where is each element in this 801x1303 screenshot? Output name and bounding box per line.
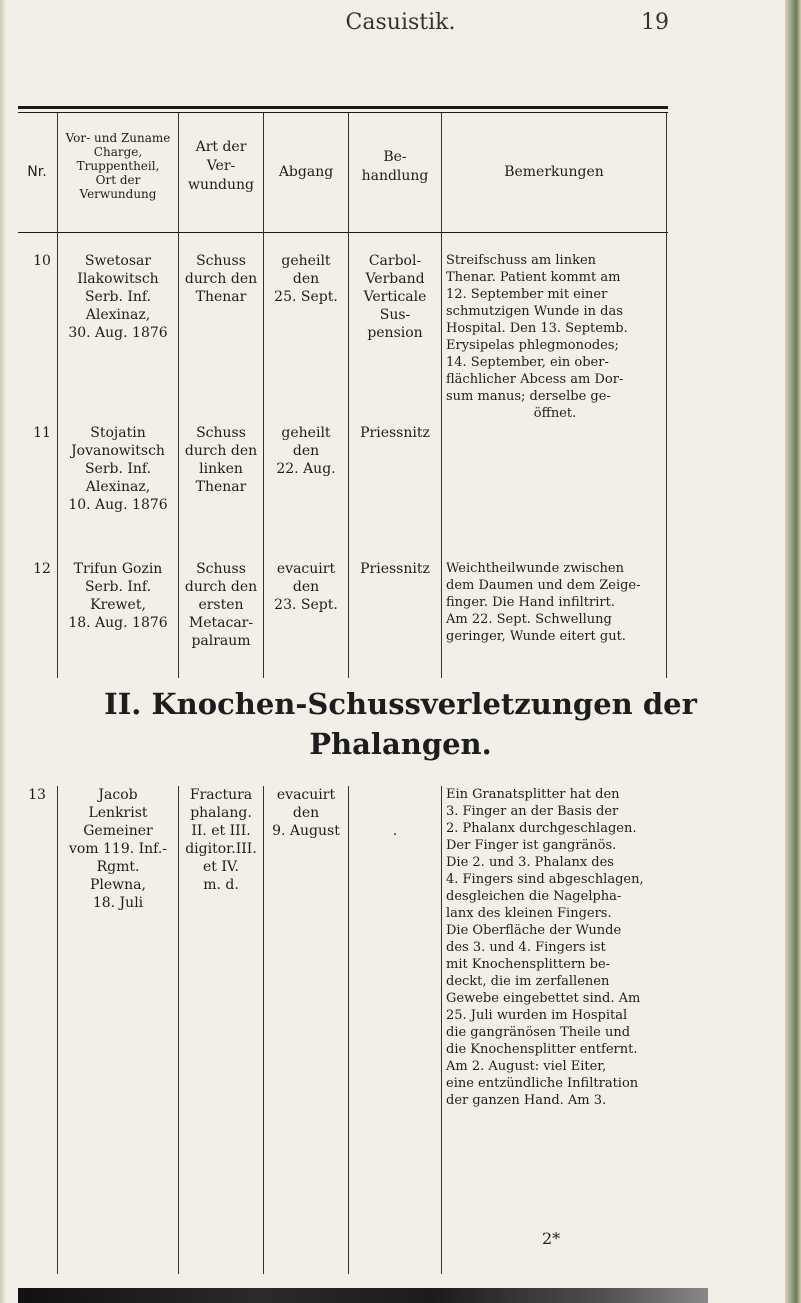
cell-line: pension xyxy=(367,325,423,341)
cell-line: et IV. xyxy=(202,859,239,875)
cell-line: deckt, die im zerfallenen xyxy=(446,974,610,989)
cell-line: Hospital. Den 13. Septemb. xyxy=(446,321,628,336)
cell-line: evacuirt xyxy=(276,787,336,803)
row-13-wound xyxy=(179,786,263,894)
row-10-person xyxy=(58,252,178,342)
cell-line: Thenar. Patient kommt am xyxy=(446,270,621,285)
cell-line: Schuss xyxy=(196,253,246,269)
scan-bottom-edge xyxy=(18,1288,708,1303)
cell-line: Serb. Inf. xyxy=(84,579,152,595)
cell-line: den xyxy=(292,579,320,595)
row-12-behandlung xyxy=(349,560,441,578)
cell-line: 23. Sept. xyxy=(274,597,338,613)
cell-line: palraum xyxy=(191,633,251,649)
cell-line: evacuirt xyxy=(276,561,336,577)
row-13-person xyxy=(58,786,178,912)
cell-line: der ganzen Hand. Am 3. xyxy=(446,1093,607,1108)
col-line-6 xyxy=(666,113,667,678)
row-10-nr: 10 xyxy=(33,253,51,269)
cell-line: 12. September mit einer xyxy=(446,287,608,302)
row-12-wound xyxy=(179,560,263,650)
row-13-nr: 13 xyxy=(28,787,46,803)
cell-line: durch den xyxy=(184,579,258,595)
running-title: Casuistik. xyxy=(345,10,456,35)
cell-line: Sus- xyxy=(379,307,411,323)
header-person-line: Vor- und Zuname xyxy=(65,131,171,145)
cell-line: geheilt xyxy=(281,253,331,269)
cell-line: Plewna, xyxy=(90,877,146,893)
row-13-remarks xyxy=(446,786,664,1109)
cell-line: Verband xyxy=(365,271,425,287)
cell-line: den xyxy=(292,271,320,287)
cell-line: 9. August xyxy=(272,823,340,839)
cell-line: eine entzündliche Infiltration xyxy=(446,1076,639,1091)
cell-line: sum manus; derselbe ge- xyxy=(446,389,611,404)
header-person-line: Charge, xyxy=(93,145,143,159)
page-left-edge xyxy=(0,0,6,1303)
cell-line: Am 22. Sept. Schwellung xyxy=(446,612,612,627)
row-12-remarks xyxy=(446,560,664,645)
col-line-4 xyxy=(348,113,349,678)
cell-line: 25. Juli wurden im Hospital xyxy=(446,1008,628,1023)
cell-line: Priessnitz xyxy=(360,425,430,441)
cell-line: flächlicher Abcess am Dor- xyxy=(446,372,624,387)
header-person-line: Truppentheil, xyxy=(76,159,160,173)
cell-line: lanx des kleinen Fingers. xyxy=(446,906,612,921)
col-line-5 xyxy=(441,113,442,678)
row-13-behandlung xyxy=(349,822,441,840)
section-heading-line-1: II. Knochen-Schussverletzungen der xyxy=(104,687,697,721)
cell-line: den xyxy=(292,443,320,459)
row-10-wound xyxy=(179,252,263,306)
cell-line: . xyxy=(392,823,398,839)
cell-line: Die Oberfläche der Wunde xyxy=(446,923,622,938)
cell-line: mit Knochensplittern be- xyxy=(446,957,611,972)
cell-line: Thenar xyxy=(195,479,247,495)
row-10-behandlung xyxy=(349,252,441,342)
cell-line: schmutzigen Wunde in das xyxy=(446,304,623,319)
row-10-abgang xyxy=(264,252,348,306)
header-person-line: Ort der Verwundung xyxy=(79,173,157,201)
cell-line: Alexinaz, xyxy=(85,307,151,323)
cell-line: Lenkrist xyxy=(88,805,148,821)
cell-line: Metacar- xyxy=(188,615,254,631)
cell-line: die gangränösen Theile und xyxy=(446,1025,631,1040)
cell-line: Serb. Inf. xyxy=(84,461,152,477)
cell-line: Rgmt. xyxy=(96,859,140,875)
cell-line: phalang. xyxy=(190,805,252,821)
cell-line: Gemeiner xyxy=(83,823,153,839)
cell-line: Krewet, xyxy=(90,597,146,613)
cell-line: II. et III. xyxy=(191,823,251,839)
cell-line: Jacob xyxy=(98,787,138,803)
cell-line: Der Finger ist gangränös. xyxy=(446,838,617,853)
top-rule-thick xyxy=(18,106,668,109)
section-heading-line-2: Phalangen. xyxy=(309,727,492,761)
cell-line: Schuss xyxy=(196,561,246,577)
cell-line: öffnet. xyxy=(533,406,577,421)
cell-line: Alexinaz, xyxy=(85,479,151,495)
row-11-abgang xyxy=(264,424,348,478)
cell-line: m. d. xyxy=(203,877,239,893)
cell-line: 3. Finger an der Basis der xyxy=(446,804,619,819)
header-bemerkungen: Bemerkungen xyxy=(504,164,604,180)
cell-line: Schuss xyxy=(196,425,246,441)
cell-line: 22. Aug. xyxy=(276,461,336,477)
cell-line: 18. Aug. 1876 xyxy=(68,615,168,631)
cell-line: Erysipelas phlegmonodes; xyxy=(446,338,619,353)
cell-line: ersten xyxy=(198,597,244,613)
header-nr: Nr. xyxy=(27,164,47,180)
cell-line: finger. Die Hand infiltrirt. xyxy=(446,595,615,610)
cell-line: Weichtheilwunde zwischen xyxy=(446,561,624,576)
page-binding-edge xyxy=(785,0,801,1303)
header-behandlung-line: handlung xyxy=(361,168,429,184)
header-wound-line: wundung xyxy=(188,177,254,193)
row-12-abgang xyxy=(264,560,348,614)
cell-line: den xyxy=(292,805,320,821)
cell-line: Serb. Inf. xyxy=(84,289,152,305)
row-12-nr: 12 xyxy=(33,561,51,577)
col-line-4b xyxy=(348,786,349,1274)
cell-line: 2. Phalanx durchgeschlagen. xyxy=(446,821,637,836)
cell-line: geheilt xyxy=(281,425,331,441)
cell-line: Swetosar xyxy=(84,253,152,269)
row-10-remarks xyxy=(446,252,664,422)
cell-line: geringer, Wunde eitert gut. xyxy=(446,629,626,644)
cell-line: vom 119. Inf.- xyxy=(68,841,168,857)
page-number: 19 xyxy=(641,10,669,35)
running-header xyxy=(0,0,801,40)
header-wound-line: Ver- xyxy=(206,158,236,174)
cell-line: Streifschuss am linken xyxy=(446,253,597,268)
cell-line: 4. Fingers sind abgeschlagen, xyxy=(446,872,644,887)
cell-line: Ein Granatsplitter hat den xyxy=(446,787,620,802)
signature-mark: 2* xyxy=(542,1229,561,1248)
cell-line: 25. Sept. xyxy=(274,289,338,305)
cell-line: Jovanowitsch xyxy=(71,443,165,459)
cell-line: Die 2. und 3. Phalanx des xyxy=(446,855,614,870)
row-11-person xyxy=(58,424,178,514)
header-behandlung-line: Be- xyxy=(383,149,407,165)
row-13-abgang xyxy=(264,786,348,840)
cell-line: die Knochensplitter entfernt. xyxy=(446,1042,638,1057)
cell-line: dem Daumen und dem Zeige- xyxy=(446,578,641,593)
cell-line: Thenar xyxy=(195,289,247,305)
header-wound xyxy=(179,138,263,195)
row-12-person xyxy=(58,560,178,632)
cell-line: 18. Juli xyxy=(92,895,144,911)
cell-line: Verticale xyxy=(363,289,427,305)
header-wound-line: Art der xyxy=(195,139,247,155)
cell-line: linken xyxy=(199,461,243,477)
row-11-wound xyxy=(179,424,263,496)
row-11-behandlung xyxy=(349,424,441,442)
cell-line: 30. Aug. 1876 xyxy=(68,325,168,341)
cell-line: Ilakowitsch xyxy=(77,271,159,287)
top-rule-thin xyxy=(18,112,668,113)
header-rule xyxy=(18,232,668,233)
cell-line: Am 2. August: viel Eiter, xyxy=(446,1059,607,1074)
cell-line: Carbol- xyxy=(368,253,422,269)
col-line-3b xyxy=(263,786,264,1274)
header-abgang: Abgang xyxy=(278,164,334,180)
header-person xyxy=(58,131,178,201)
cell-line: Stojatin xyxy=(90,425,146,441)
cell-line: durch den xyxy=(184,443,258,459)
cell-line: desgleichen die Nagelpha- xyxy=(446,889,622,904)
cell-line: 10. Aug. 1876 xyxy=(68,497,168,513)
cell-line: Trifun Gozin xyxy=(73,561,163,577)
cell-line: Gewebe eingebettet sind. Am xyxy=(446,991,641,1006)
cell-line: durch den xyxy=(184,271,258,287)
cell-line: Priessnitz xyxy=(360,561,430,577)
cell-line: digitor.III. xyxy=(185,841,257,857)
cell-line: des 3. und 4. Fingers ist xyxy=(446,940,606,955)
row-11-nr: 11 xyxy=(33,425,51,441)
col-line-5b xyxy=(441,786,442,1274)
header-behandlung xyxy=(349,148,441,186)
cell-line: Fractura xyxy=(189,787,253,803)
cell-line: 14. September, ein ober- xyxy=(446,355,609,370)
